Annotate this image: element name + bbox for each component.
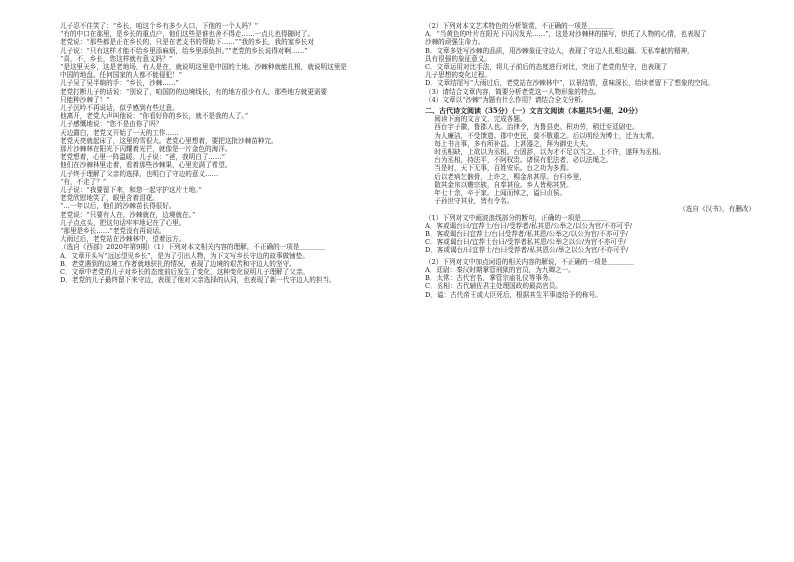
q2-options xyxy=(425,266,755,299)
passage-line: 当是时，天下无事，百姓安乐。台之功为多焉。 xyxy=(434,164,573,173)
passage-line: 台为丞相，持法平，不阿权贵。诸侯有犯法者，必以法绳之。 xyxy=(434,156,613,165)
text-line: 老党天亮就起床了，这里的雪很大。老党心里想着，要把这批沙棘苗种完。 xyxy=(60,136,278,145)
text-line: 儿子点点头，把这句话牢牢地记在了心里。 xyxy=(60,218,186,227)
right-column xyxy=(425,22,755,299)
passage-line: 时丞相缺，上欲以为丞相。台固辞，以为才不足以当之。上不许，遂拜为丞相。 xyxy=(434,148,666,157)
text-line: 儿子感慨地说：“您不是由你了吗？ xyxy=(60,120,163,129)
text-line: “喜，不，乡长，您这样就有意义吗？” xyxy=(60,54,173,63)
question-line: D．文章结尾写“大雨过后，老党站在沙棘林中”，以景结情，意味深长，给读者留下了想象的空间。 xyxy=(425,79,714,88)
section-title: 二、古代诗文阅读（35分）（一）文言文阅读（本题共5小题，20分） xyxy=(425,107,642,116)
question-line: C．文章运用对比手法，将儿子前后的态度进行对比，突出了老党的坚守，也表现了 xyxy=(425,63,668,72)
q1-stem: （1）下列对文中画波浪线部分的断句，正确的一项是＿＿＿＿ xyxy=(425,213,608,222)
passage-line: 每上书言事，多有所补益。上甚器之，拜为御史大夫。 xyxy=(434,139,593,148)
text-line: 那片沙棘林在阳光下闪耀着光芒，就像是一片金色的海洋。 xyxy=(60,145,232,154)
text-line: 中国的地盘。任何国家的人都不能侵犯！” xyxy=(60,71,183,80)
passage-line: 子孙世守其业，皆有令名。 xyxy=(434,197,514,206)
text-line: 他离开，老党大声叫他说：“你看好你的乡长，就不是我的人了。” xyxy=(60,112,249,121)
text-line: “是这里天乡，这是老地场，有人是在，就说明这里是中国的土地。沙棘种就能扎根，就说明这里是 xyxy=(60,63,347,72)
text-line: 老党说：“那些都是正在乡长的，只是在老支书的帮助下……”“我的乡长，我的家乡长对 xyxy=(60,38,315,47)
text-line: 儿子吴了吴半晌的手：“乡长，沙棘……” xyxy=(60,79,179,88)
passage-line: 散其金帛以赡宗族，自奉甚俭。乡人皆称其贤。 xyxy=(434,180,573,189)
text-line: A．文章开头写“远远望见乡长”，是为了引出人物，为下文写乡长守边的故事做铺垫。 xyxy=(60,251,309,260)
question-line: A．“当黄色的叶片在阳光下闪闪发光……”，这是对沙棘林的描写，烘托了人物的心情，也表现了 xyxy=(425,30,707,39)
question-line: （4）文章以“沙棘”为题有什么作用？请结合全文分析。 xyxy=(425,95,588,104)
text-line: 大雨过后，老党站在沙棘林中，望着远方。 xyxy=(60,235,186,244)
option-line: B．客或谒台曰宜荐士/台曰受荐者/私其恩/公举之/以公为官/不亦可乎/ xyxy=(425,230,628,239)
question-line: 儿子思想的变化过程。 xyxy=(425,71,491,80)
text-line: 儿子说：“只有这样才能不给乡里添麻烦，给乡里添负担。”“老党的乡长说得对啊……” xyxy=(60,46,308,55)
option-line: B．太常：古代官名，掌管宗庙礼仪等事务。 xyxy=(425,274,556,283)
left-column xyxy=(60,22,390,285)
classical-passage xyxy=(425,123,755,205)
text-line: B．老党遇到的边境工作者就地驻扎的情况，表现了边境的艰苦和守边人的坚守。 xyxy=(60,259,296,268)
text-line: 老党打断儿子的话说：“别说了，咱国防的边境线长，有的地方很少有人，那些地方就更需要 xyxy=(60,87,328,96)
text-line: 儿子终于理解了父亲的选择，也明白了守边的意义…… xyxy=(60,169,219,178)
question-line: （3）请结合文章内容，简要分析老党这一人物形象的特点。 xyxy=(425,87,601,96)
text-line: 老党欣慰地笑了，眼里含着泪花。 xyxy=(60,194,159,203)
text-line: “…一年以后，他们的沙棘苗长得很好。 xyxy=(60,202,176,211)
instruction: 阅读下面的文言文，完成各题。 xyxy=(434,115,527,124)
text-line: “有的中口在那里，是乡长的重点户，他们这些是谁也舍不得走……一点儿也得随时了。 xyxy=(60,30,314,39)
text-line: “那里是乡长……”老党没有再说话。 xyxy=(60,227,166,236)
text-line: 天边露白，老党又开始了一天的工作…… xyxy=(60,128,179,137)
option-line: A．客或谒台曰/宜荐士/台曰/受荐者/私其恩/公举之/以公为官/不亦可乎/ xyxy=(425,221,633,230)
text-line: 儿子沉吟不再说话，似乎感到有些过意。 xyxy=(60,104,179,113)
option-line: D．客或谒台/曰宜荐士/台曰受荐者/私其恩公/举之以公为官/不亦可乎/ xyxy=(425,246,629,255)
text-line: 老党想着，心里一阵温暖。儿子说：“爸，我明白了……” xyxy=(60,153,225,162)
passage-line: 后以老病乞骸骨，上许之，赐金帛甚厚。台归乡里， xyxy=(434,172,586,181)
text-line: 只能种沙棘了！” xyxy=(60,95,110,104)
option-line: C．丞相：古代辅佐君主处理国政的最高官员。 xyxy=(425,282,562,291)
text-line: 儿子忍不住笑了：“乡长，咱这个乡有多少人口，下他的一个人吗？” xyxy=(60,22,258,30)
q1-options xyxy=(425,222,755,255)
text-line: 儿子说：“我要留下来，和您一起守护这片土地。” xyxy=(60,186,202,195)
question-line: 沙棘的顽强生命力。 xyxy=(425,38,485,47)
text-line: （选自《西部》2020年第9期）（1）下列对本文相关内容的理解，不正确的一项是＿＿＿＿ xyxy=(60,243,326,252)
text-line: 他们在沙棘林里走着，看着那些沙棘果，心里充满了希望。 xyxy=(60,161,232,170)
text-line: D．老党的儿子最终留下来守边，表现了他对父亲选择的认同，也表现了新一代守边人的担当。 xyxy=(60,276,336,285)
text-line: “有，不走了？” xyxy=(60,177,107,186)
option-line: A．廷尉：秦汉时期掌管刑狱的官员，为九卿之一。 xyxy=(425,265,575,274)
text-line: C．文章中老党的儿子对乡长的态度前后发生了变化，这种变化说明儿子理解了父亲。 xyxy=(60,268,310,277)
passage-line: 为人廉洁，不受馈遗。郡中吏民，莫不敬重之。后以明经为博士，迁为太常。 xyxy=(434,131,659,140)
question-line: 具有很强的象征意义。 xyxy=(425,54,491,63)
question-line: B．文章多处写沙棘的品质，用沙棘象征守边人，表现了守边人扎根边疆、无私奉献的精神， xyxy=(425,46,694,55)
passage-line: 西台字子徽，鲁郡人也。治律令，为鲁县吏。积功劳，稍迁至廷尉史。 xyxy=(434,123,639,132)
question-line: （2）下列对本文艺术特色的分析鉴赏，不正确的一项是＿＿＿＿ xyxy=(425,22,614,30)
reading-questions xyxy=(425,22,755,104)
passage-line: 年七十余，卒于家。上闻而悼之，谥曰贞侯。 xyxy=(434,189,567,198)
option-line: D．谥：古代帝王或大臣死后，根据其生平事迹给予的称号。 xyxy=(425,290,602,299)
text-line: 老党说：“只要有人在，沙棘就在，边境就在。” xyxy=(60,210,196,219)
q2-stem: （2）下列对文中加点词语的相关内容的解说，不正确的一项是＿＿＿＿ xyxy=(425,257,634,266)
source: （选自《汉书》，有删改） xyxy=(679,205,755,214)
option-line: C．客或谒台曰/宜荐士台曰/受荐者私其恩/公举之以公/为官不亦可乎/ xyxy=(425,238,626,247)
